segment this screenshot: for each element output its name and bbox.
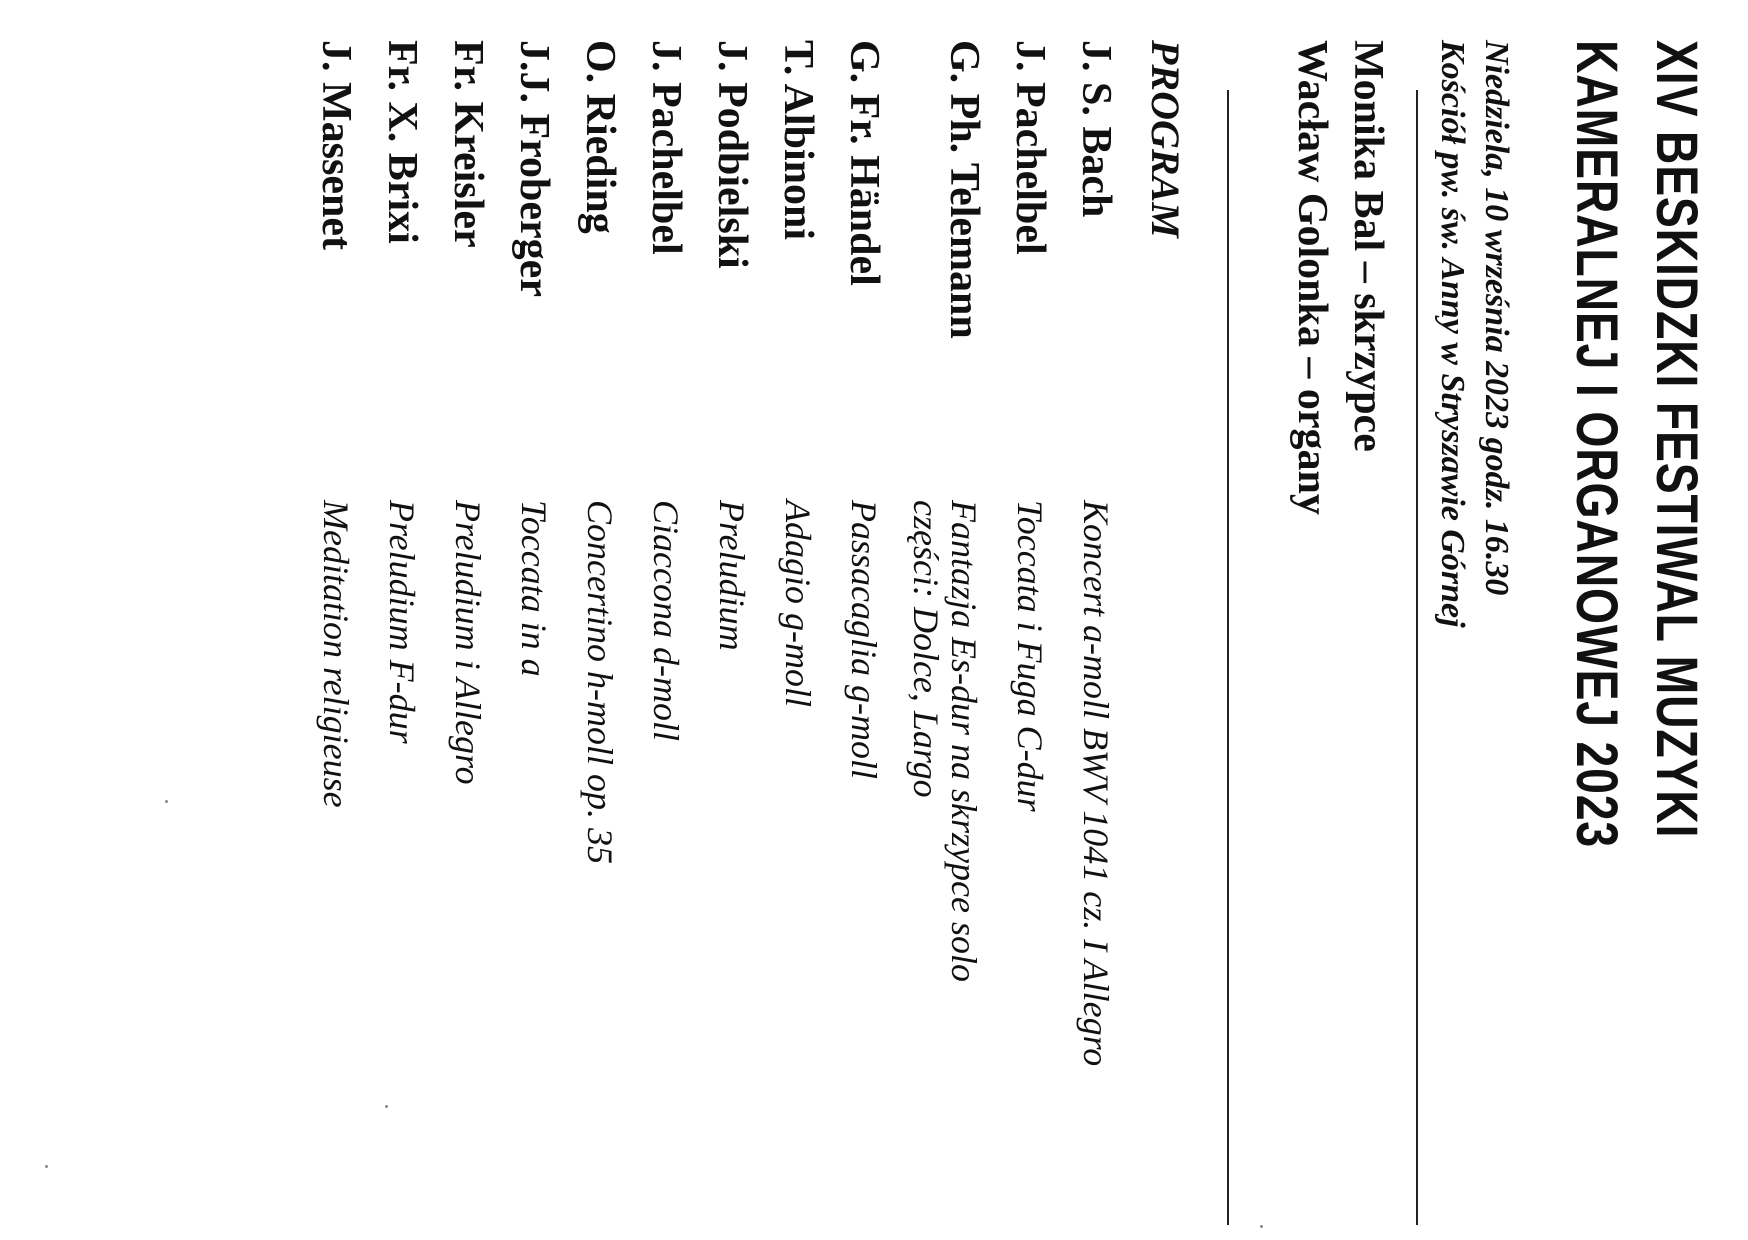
scan-speck [385, 1105, 388, 1108]
composer-name: J. S. Bach [1073, 40, 1119, 218]
composer-name: O. Rieding [577, 40, 623, 234]
composer-name: J. Pachelbel [1007, 40, 1053, 255]
composer-name: J. Podbielski [709, 40, 755, 269]
program-heading: PROGRAM [1143, 40, 1188, 238]
program-item [762, 40, 822, 1240]
work-title: Toccata in a [514, 500, 554, 677]
work-title: Meditation religieuse [316, 500, 356, 808]
program-item [432, 40, 492, 1240]
composer-name: J.J. Froberger [511, 40, 557, 297]
work-title: Preludium i Allegro [448, 500, 488, 785]
program-item [630, 40, 690, 1240]
program-item [828, 40, 888, 1240]
program-item [366, 40, 426, 1240]
work-title: Ciaccona d-moll [646, 500, 686, 741]
work-title: Koncert a-moll BWV 1041 cz. I Allegro [1076, 500, 1116, 1067]
composer-name: Fr. X. Brixi [379, 40, 425, 244]
program-item [906, 40, 988, 1240]
program-item [994, 40, 1054, 1240]
work-title: Adagio g-moll [778, 500, 818, 707]
composer-name: T. Albinoni [775, 40, 821, 240]
festival-title-line-2: KAMERALNEJ I ORGANOWEJ 2023 [1564, 40, 1629, 848]
scan-speck [1260, 1225, 1263, 1228]
work-title: Preludium F-dur [382, 500, 422, 744]
work-title-continuation: części: Dolce, Largo [906, 500, 946, 798]
festival-title-line-1: XIV BESKIDZKI FESTIWAL MUZYKI [1644, 40, 1709, 839]
work-title: Passacaglia g-moll [844, 500, 884, 779]
program-item [564, 40, 624, 1240]
composer-name: G. Ph. Telemann [941, 40, 987, 339]
program-item [498, 40, 558, 1240]
performer-organ: Wacław Golonka – organy [1289, 40, 1335, 515]
work-title: Toccata i Fuga C-dur [1010, 500, 1050, 812]
work-title: Preludium [712, 500, 752, 651]
scan-speck [165, 800, 168, 803]
event-date-time: Niedziela, 10 września 2023 godz. 16.30 [1478, 40, 1515, 596]
divider-rule [1227, 90, 1229, 1225]
performer-violin: Monika Bal – skrzypce [1345, 40, 1391, 452]
scan-speck [45, 1165, 48, 1168]
program-item [696, 40, 756, 1240]
event-venue: Kościół pw. św. Anny w Stryszawie Górnej [1434, 40, 1471, 628]
program-item [300, 40, 360, 1240]
work-title: Fantazja Es-dur na skrzypce solo [944, 500, 984, 982]
composer-name: J. Pachelbel [643, 40, 689, 255]
composer-name: G. Fr. Händel [841, 40, 887, 286]
composer-name: J. Massenet [313, 40, 359, 250]
divider-rule [1416, 90, 1418, 1225]
program-item [1060, 40, 1120, 1240]
composer-name: Fr. Kreisler [445, 40, 491, 248]
work-title: Concertino h-moll op. 35 [580, 500, 620, 864]
